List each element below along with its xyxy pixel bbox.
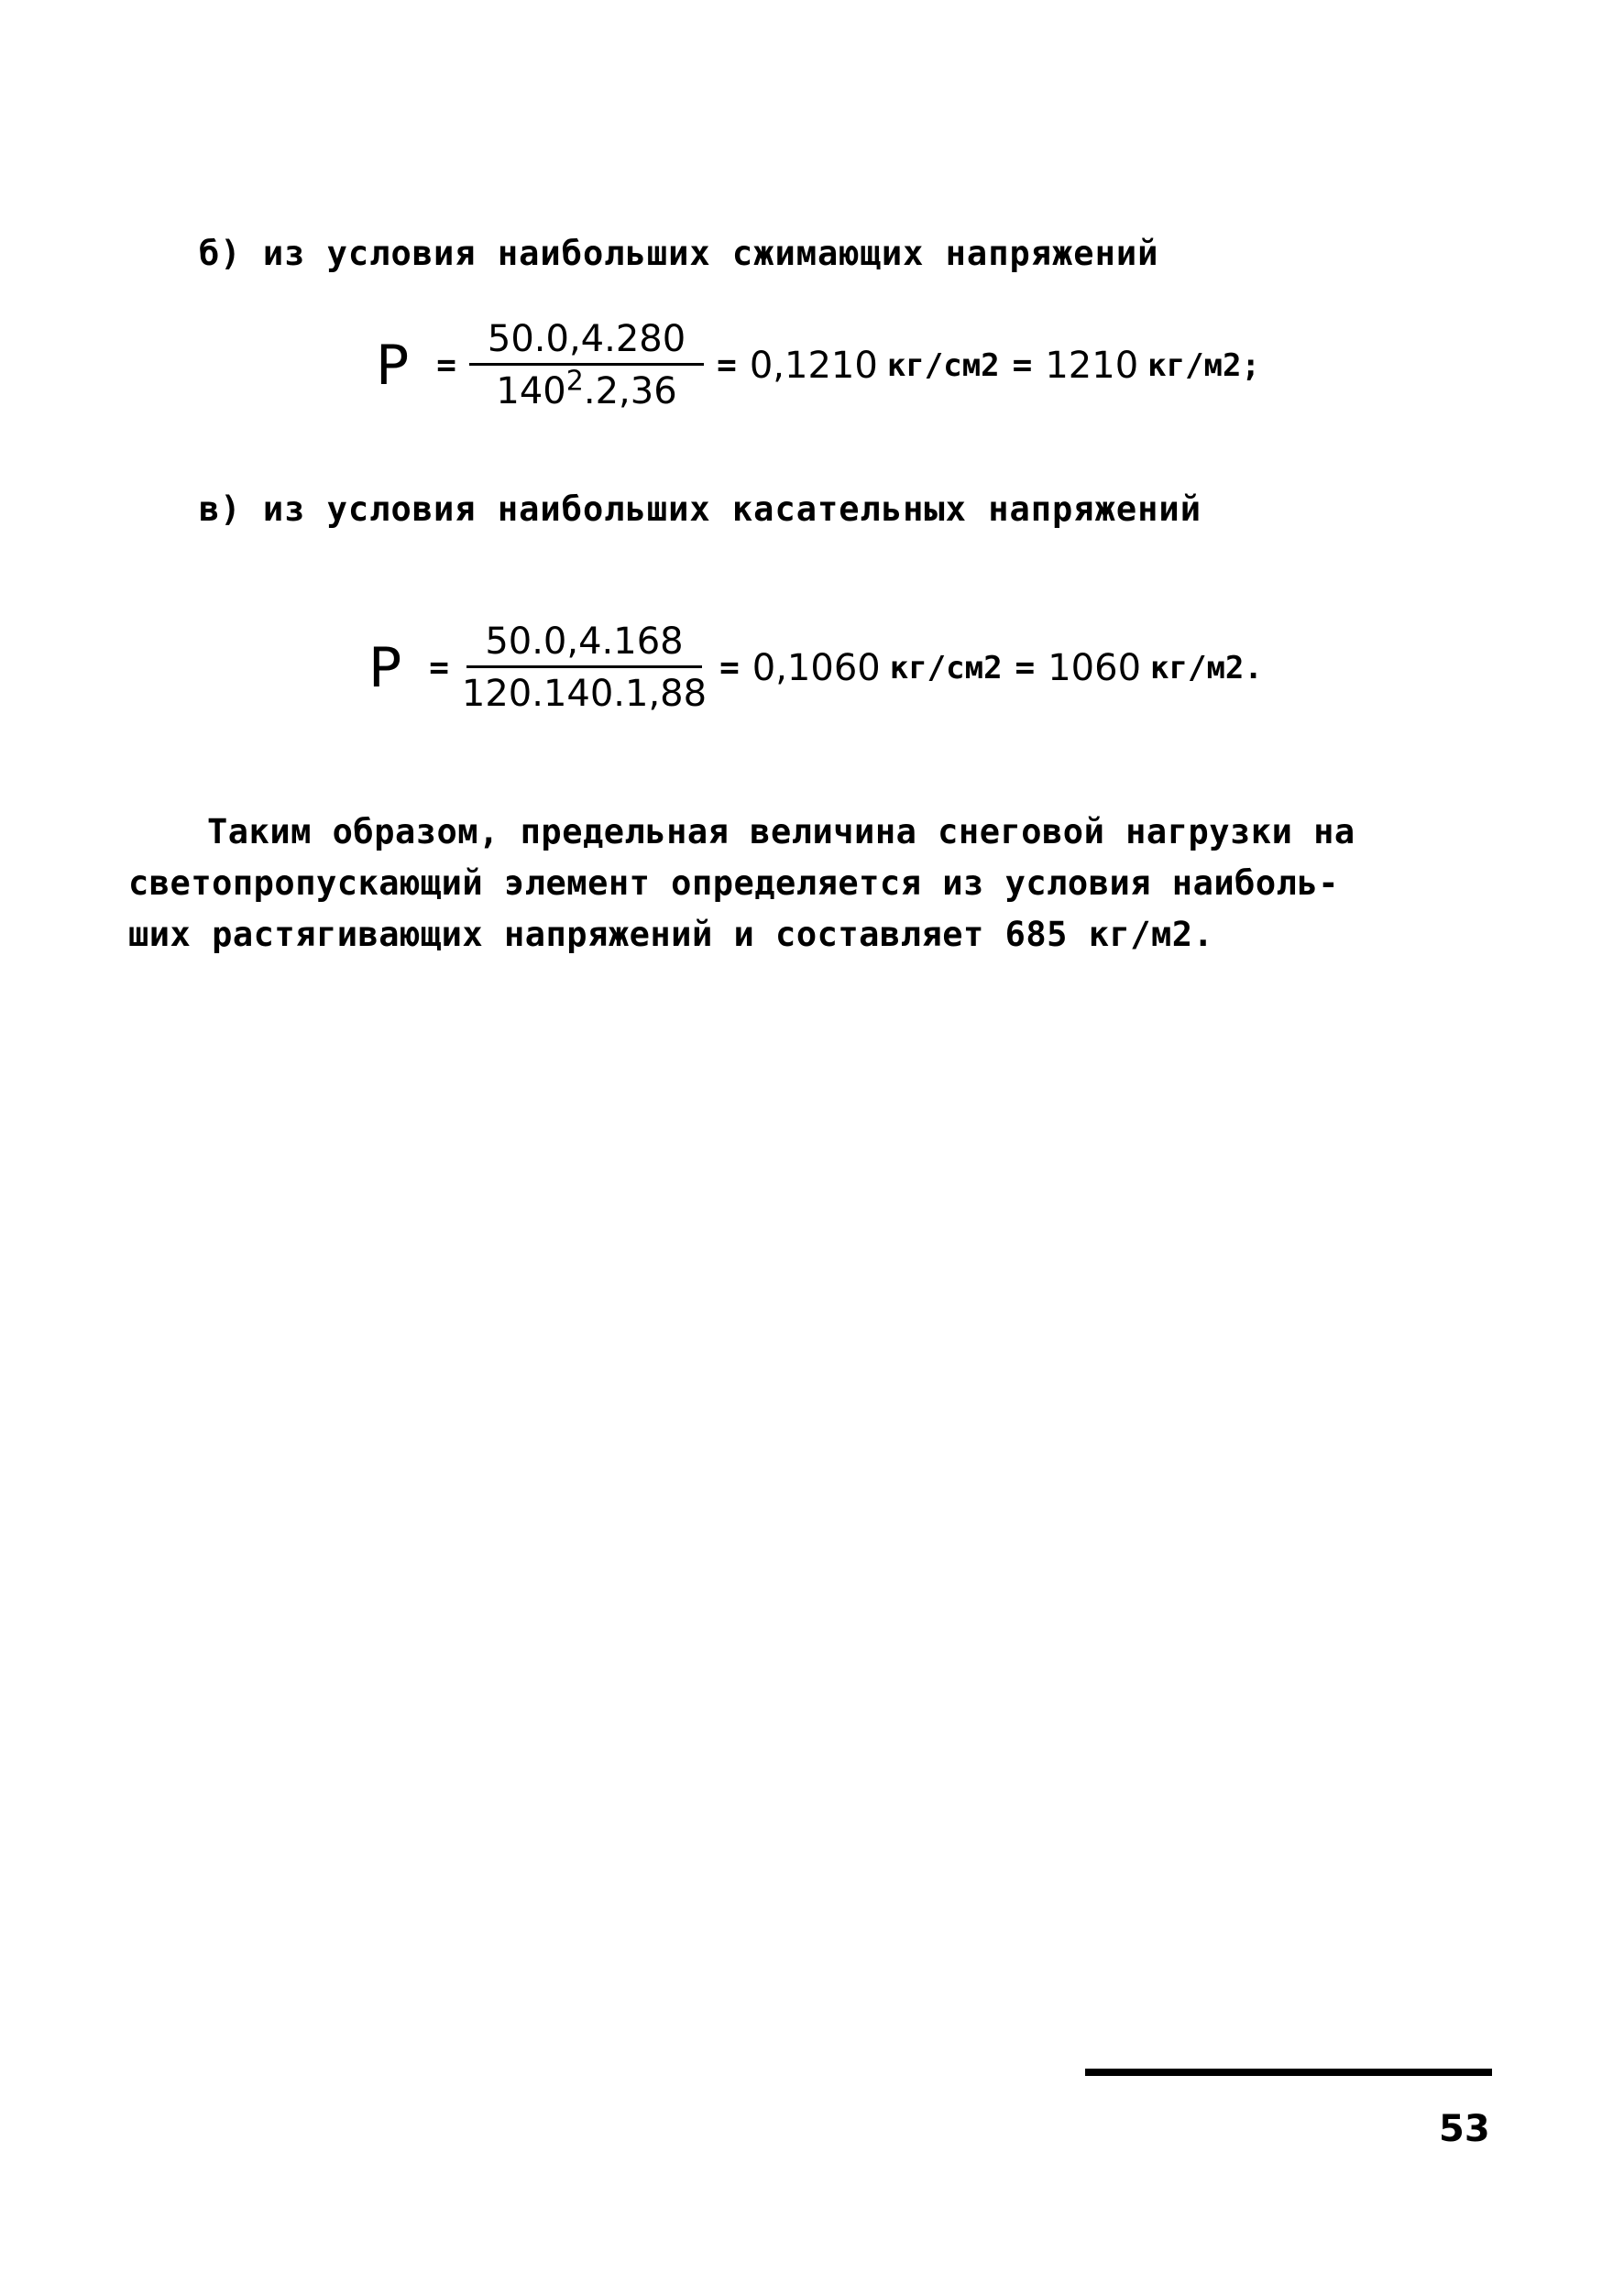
page-number: 53 — [1439, 2108, 1490, 2150]
fraction-denominator — [496, 366, 676, 410]
fraction-numerator: 50.0,4.280 — [469, 321, 704, 366]
paragraph-line: светопропускающий элемент определяется из условия наиболь- — [128, 863, 1340, 903]
result2-value: 1210 — [1045, 344, 1139, 387]
fraction — [461, 620, 708, 715]
equals-sign: = — [1012, 346, 1033, 384]
result2-unit: кг/м2. — [1150, 649, 1263, 686]
formula-symbol: P — [368, 635, 402, 700]
paragraph-line: Таким образом, предельная величина снеговой нагрузки на — [207, 812, 1355, 851]
conclusion-paragraph — [128, 807, 1485, 961]
equals-sign: = — [1015, 648, 1036, 686]
formula-compressive — [376, 318, 1260, 412]
denominator-base: 140 — [496, 370, 566, 412]
result-value: 0,1060 — [752, 646, 881, 689]
result-value: 0,1210 — [749, 344, 878, 387]
section-b-heading: б) из условия наибольших сжимающих напряжений — [199, 234, 1159, 273]
equals-sign: = — [717, 346, 737, 384]
paragraph-line: ших растягивающих напряжений и составляет 685 кг/м2. — [128, 915, 1214, 954]
footer-rule — [1085, 2069, 1492, 2076]
result-unit: кг/см2 — [886, 346, 1000, 384]
result2-value: 1060 — [1048, 646, 1142, 689]
result-unit: кг/см2 — [889, 649, 1003, 686]
fraction-numerator: 50.0,4.168 — [466, 623, 701, 668]
fraction — [469, 318, 704, 412]
denominator-exponent: 2 — [565, 365, 584, 398]
equals-sign: = — [719, 648, 740, 686]
section-v-heading: в) из условия наибольших касательных напряжений — [199, 489, 1202, 529]
equals-sign: = — [429, 648, 449, 686]
result2-unit: кг/м2; — [1147, 346, 1260, 384]
formula-symbol: P — [376, 333, 410, 398]
denominator-rest: .2,36 — [583, 370, 677, 412]
equals-sign: = — [436, 346, 456, 384]
fraction-denominator: 120.140.1,88 — [461, 673, 708, 715]
formula-shear — [368, 620, 1263, 715]
